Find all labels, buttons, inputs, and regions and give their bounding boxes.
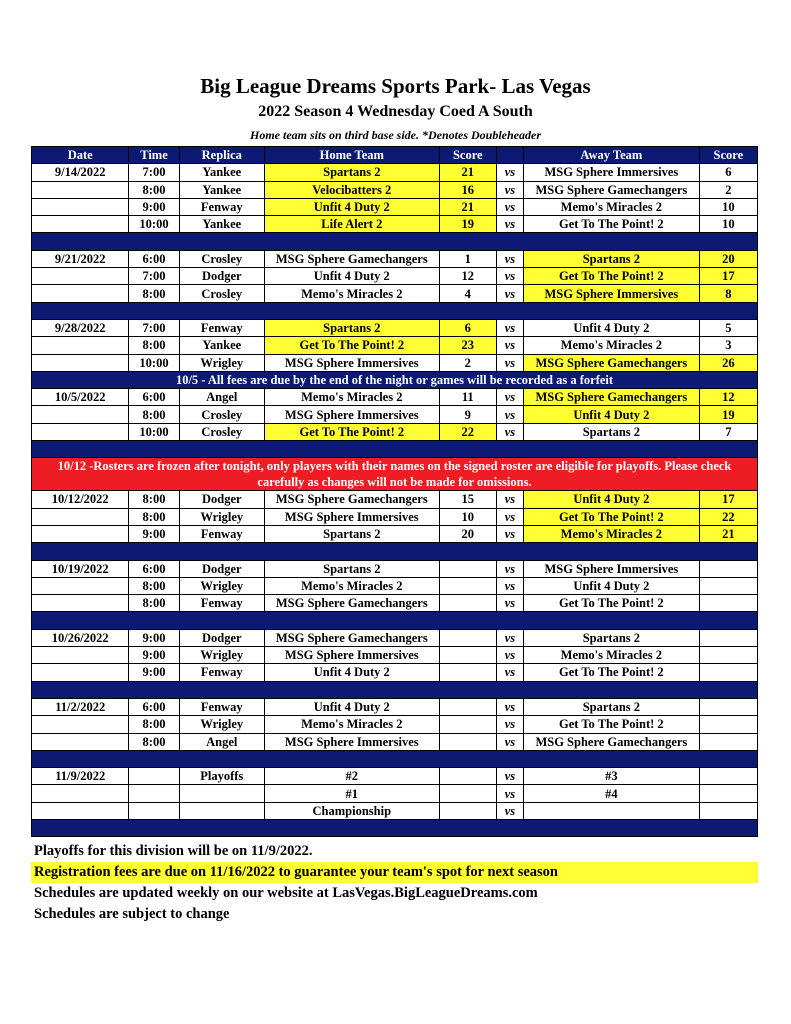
- game-field: Dodger: [179, 560, 264, 577]
- game-time: 7:00: [129, 268, 179, 285]
- away-team: MSG Sphere Immersives: [524, 560, 700, 577]
- home-score: 9: [439, 406, 496, 423]
- game-time: 6:00: [129, 389, 179, 406]
- game-row: [32, 319, 758, 336]
- vs-label: vs: [496, 250, 523, 267]
- vs-label: vs: [496, 354, 523, 371]
- vs-label: vs: [496, 198, 523, 215]
- vs-label: vs: [496, 423, 523, 440]
- vs-label: vs: [496, 216, 523, 233]
- home-score: [439, 785, 496, 802]
- away-team: Get To The Point! 2: [524, 508, 700, 525]
- table-header-row: [32, 147, 758, 164]
- game-field: Angel: [179, 389, 264, 406]
- home-team: Memo's Miracles 2: [264, 716, 439, 733]
- away-team: [524, 802, 700, 819]
- away-team: Get To The Point! 2: [524, 268, 700, 285]
- game-time: 6:00: [129, 698, 179, 715]
- header-away-score: Score: [699, 147, 757, 164]
- home-score: 16: [439, 181, 496, 198]
- vs-label: vs: [496, 647, 523, 664]
- vs-label: vs: [496, 802, 523, 819]
- game-date: [32, 733, 129, 750]
- game-date: [32, 664, 129, 681]
- away-team: Memo's Miracles 2: [524, 647, 700, 664]
- vs-label: vs: [496, 560, 523, 577]
- game-field: Fenway: [179, 525, 264, 542]
- away-team: MSG Sphere Gamechangers: [524, 354, 700, 371]
- game-time: 8:00: [129, 181, 179, 198]
- home-team: Velocibatters 2: [264, 181, 439, 198]
- away-score: 12: [699, 389, 757, 406]
- game-row: [32, 560, 758, 577]
- away-team: Spartans 2: [524, 423, 700, 440]
- game-field: [179, 802, 264, 819]
- away-score: 22: [699, 508, 757, 525]
- away-team: Memo's Miracles 2: [524, 525, 700, 542]
- away-score: 26: [699, 354, 757, 371]
- game-time: 10:00: [129, 216, 179, 233]
- game-row: [32, 698, 758, 715]
- game-date: 9/21/2022: [32, 250, 129, 267]
- home-score: [439, 577, 496, 594]
- game-date: [32, 406, 129, 423]
- home-team: Get To The Point! 2: [264, 423, 439, 440]
- page-title: Big League Dreams Sports Park- Las Vegas: [200, 74, 591, 98]
- game-date: [32, 337, 129, 354]
- home-score: [439, 716, 496, 733]
- away-team: Spartans 2: [524, 698, 700, 715]
- game-field: Yankee: [179, 337, 264, 354]
- vs-label: vs: [496, 181, 523, 198]
- away-score: [699, 560, 757, 577]
- home-score: 21: [439, 164, 496, 181]
- fees-notice: [32, 371, 758, 388]
- game-time: 6:00: [129, 250, 179, 267]
- notice-text: 10/5 - All fees are due by the end of the night or games will be recorded as a forfeit: [32, 371, 758, 388]
- game-field: Dodger: [179, 491, 264, 508]
- game-date: 10/5/2022: [32, 389, 129, 406]
- separator-cell: [32, 681, 758, 698]
- home-score: 19: [439, 216, 496, 233]
- game-date: 10/12/2022: [32, 491, 129, 508]
- game-date: [32, 647, 129, 664]
- away-score: 17: [699, 491, 757, 508]
- game-date: 11/2/2022: [32, 698, 129, 715]
- game-field: Yankee: [179, 216, 264, 233]
- away-team: MSG Sphere Gamechangers: [524, 389, 700, 406]
- game-field: Fenway: [179, 319, 264, 336]
- game-time: 10:00: [129, 423, 179, 440]
- changes-note: Schedules are subject to change: [34, 906, 230, 922]
- week-separator: [32, 302, 758, 319]
- home-team: MSG Sphere Immersives: [264, 647, 439, 664]
- game-row: [32, 337, 758, 354]
- home-team: MSG Sphere Immersives: [264, 508, 439, 525]
- vs-label: vs: [496, 491, 523, 508]
- header-home-team: Home Team: [264, 147, 439, 164]
- home-score: 23: [439, 337, 496, 354]
- website-note: Schedules are updated weekly on our website at LasVegas.BigLeagueDreams.com: [34, 885, 538, 901]
- away-score: [699, 698, 757, 715]
- week-separator: [32, 441, 758, 458]
- week-separator: [32, 750, 758, 767]
- game-date: [32, 268, 129, 285]
- game-row: [32, 716, 758, 733]
- away-team: MSG Sphere Immersives: [524, 285, 700, 302]
- away-score: [699, 595, 757, 612]
- vs-label: vs: [496, 595, 523, 612]
- away-score: [699, 647, 757, 664]
- game-date: [32, 716, 129, 733]
- game-field: Wrigley: [179, 716, 264, 733]
- home-team: #1: [264, 785, 439, 802]
- game-date: [32, 785, 129, 802]
- week-separator: [32, 543, 758, 560]
- home-score: 6: [439, 319, 496, 336]
- game-time: 8:00: [129, 406, 179, 423]
- away-score: [699, 716, 757, 733]
- home-team: MSG Sphere Immersives: [264, 733, 439, 750]
- home-score: 12: [439, 268, 496, 285]
- game-field: Angel: [179, 733, 264, 750]
- away-team: Memo's Miracles 2: [524, 198, 700, 215]
- game-row: [32, 268, 758, 285]
- home-team: Memo's Miracles 2: [264, 577, 439, 594]
- vs-label: vs: [496, 698, 523, 715]
- roster-freeze-notice: [32, 458, 758, 491]
- separator-cell: [32, 612, 758, 629]
- schedule-body: [32, 164, 758, 837]
- away-score: 5: [699, 319, 757, 336]
- vs-label: vs: [496, 664, 523, 681]
- away-score: 10: [699, 198, 757, 215]
- away-team: Get To The Point! 2: [524, 716, 700, 733]
- vs-label: vs: [496, 285, 523, 302]
- header-home-score: Score: [439, 147, 496, 164]
- game-field: Dodger: [179, 629, 264, 646]
- home-team: Life Alert 2: [264, 216, 439, 233]
- separator-cell: [32, 543, 758, 560]
- home-score: [439, 560, 496, 577]
- away-team: Get To The Point! 2: [524, 595, 700, 612]
- game-row: [32, 595, 758, 612]
- vs-label: vs: [496, 716, 523, 733]
- game-date: 10/26/2022: [32, 629, 129, 646]
- notice-text: 10/12 -Rosters are frozen after tonight, only players with their names on the signed roster are eligible for playoffs. Please check carefully as changes will not be made for omissions.: [32, 458, 758, 491]
- home-team: Unfit 4 Duty 2: [264, 664, 439, 681]
- game-field: Yankee: [179, 181, 264, 198]
- vs-label: vs: [496, 785, 523, 802]
- away-score: [699, 785, 757, 802]
- home-score: 1: [439, 250, 496, 267]
- game-time: 7:00: [129, 164, 179, 181]
- vs-label: vs: [496, 768, 523, 785]
- game-time: 9:00: [129, 629, 179, 646]
- playoffs-note: Playoffs for this division will be on 11/9/2022.: [34, 843, 313, 859]
- game-date: 9/28/2022: [32, 319, 129, 336]
- game-time: [129, 785, 179, 802]
- game-field: Wrigley: [179, 354, 264, 371]
- game-field: [179, 785, 264, 802]
- away-score: [699, 577, 757, 594]
- game-time: 8:00: [129, 733, 179, 750]
- game-row: [32, 406, 758, 423]
- home-team: Unfit 4 Duty 2: [264, 198, 439, 215]
- home-score: 21: [439, 198, 496, 215]
- game-field: Fenway: [179, 198, 264, 215]
- game-date: [32, 181, 129, 198]
- game-row: [32, 647, 758, 664]
- separator-cell: [32, 819, 758, 836]
- game-row: [32, 164, 758, 181]
- home-team: MSG Sphere Immersives: [264, 354, 439, 371]
- vs-label: vs: [496, 337, 523, 354]
- game-field: Wrigley: [179, 577, 264, 594]
- game-time: 8:00: [129, 595, 179, 612]
- game-date: [32, 423, 129, 440]
- vs-label: vs: [496, 406, 523, 423]
- away-score: 21: [699, 525, 757, 542]
- away-team: Unfit 4 Duty 2: [524, 319, 700, 336]
- home-team: Spartans 2: [264, 560, 439, 577]
- home-team: Memo's Miracles 2: [264, 389, 439, 406]
- game-field: Fenway: [179, 664, 264, 681]
- game-time: 7:00: [129, 319, 179, 336]
- away-score: 3: [699, 337, 757, 354]
- registration-note: Registration fees are due on 11/16/2022 to guarantee your team's spot for next season: [31, 862, 758, 883]
- game-row: [32, 577, 758, 594]
- home-score: [439, 698, 496, 715]
- vs-label: vs: [496, 629, 523, 646]
- away-team: Unfit 4 Duty 2: [524, 491, 700, 508]
- game-field: Wrigley: [179, 647, 264, 664]
- away-team: MSG Sphere Immersives: [524, 164, 700, 181]
- header-vs: [496, 147, 523, 164]
- home-team: Get To The Point! 2: [264, 337, 439, 354]
- vs-label: vs: [496, 319, 523, 336]
- home-team: Spartans 2: [264, 319, 439, 336]
- home-score: [439, 629, 496, 646]
- week-separator: [32, 612, 758, 629]
- away-team: Spartans 2: [524, 250, 700, 267]
- game-date: [32, 577, 129, 594]
- home-team: Championship: [264, 802, 439, 819]
- game-field: Wrigley: [179, 508, 264, 525]
- game-row: [32, 768, 758, 785]
- home-team: MSG Sphere Gamechangers: [264, 491, 439, 508]
- game-time: [129, 768, 179, 785]
- game-row: [32, 216, 758, 233]
- vs-label: vs: [496, 525, 523, 542]
- game-date: [32, 802, 129, 819]
- away-score: 2: [699, 181, 757, 198]
- game-time: 6:00: [129, 560, 179, 577]
- away-team: MSG Sphere Gamechangers: [524, 181, 700, 198]
- separator-cell: [32, 441, 758, 458]
- game-date: 11/9/2022: [32, 768, 129, 785]
- game-time: 8:00: [129, 337, 179, 354]
- home-score: [439, 595, 496, 612]
- away-team: Get To The Point! 2: [524, 664, 700, 681]
- game-row: [32, 198, 758, 215]
- game-time: 8:00: [129, 491, 179, 508]
- away-score: 17: [699, 268, 757, 285]
- vs-label: vs: [496, 733, 523, 750]
- home-team: #2: [264, 768, 439, 785]
- game-time: 9:00: [129, 525, 179, 542]
- game-row: [32, 389, 758, 406]
- home-score: 20: [439, 525, 496, 542]
- away-score: [699, 733, 757, 750]
- game-time: 9:00: [129, 647, 179, 664]
- home-score: 2: [439, 354, 496, 371]
- game-time: 8:00: [129, 716, 179, 733]
- vs-label: vs: [496, 268, 523, 285]
- game-time: 8:00: [129, 508, 179, 525]
- away-team: Spartans 2: [524, 629, 700, 646]
- away-team: Unfit 4 Duty 2: [524, 406, 700, 423]
- game-date: [32, 216, 129, 233]
- away-score: [699, 802, 757, 819]
- game-row: [32, 423, 758, 440]
- home-team-note: Home team sits on third base side. *Denotes Doubleheader: [250, 128, 541, 142]
- game-row: [32, 785, 758, 802]
- header-away-team: Away Team: [524, 147, 700, 164]
- game-date: [32, 354, 129, 371]
- game-time: 9:00: [129, 664, 179, 681]
- game-field: Playoffs: [179, 768, 264, 785]
- page-subtitle: 2022 Season 4 Wednesday Coed A South: [258, 103, 533, 120]
- away-score: 20: [699, 250, 757, 267]
- home-score: [439, 802, 496, 819]
- away-team: Memo's Miracles 2: [524, 337, 700, 354]
- game-row: [32, 525, 758, 542]
- home-score: 4: [439, 285, 496, 302]
- game-date: 10/19/2022: [32, 560, 129, 577]
- game-field: Crosley: [179, 250, 264, 267]
- game-field: Yankee: [179, 164, 264, 181]
- week-separator: [32, 819, 758, 836]
- game-row: [32, 802, 758, 819]
- away-team: #3: [524, 768, 700, 785]
- away-team: Unfit 4 Duty 2: [524, 577, 700, 594]
- vs-label: vs: [496, 508, 523, 525]
- week-separator: [32, 681, 758, 698]
- week-separator: [32, 233, 758, 250]
- away-team: Get To The Point! 2: [524, 216, 700, 233]
- home-team: MSG Sphere Gamechangers: [264, 629, 439, 646]
- header-time: Time: [129, 147, 179, 164]
- game-field: Dodger: [179, 268, 264, 285]
- game-time: [129, 802, 179, 819]
- separator-cell: [32, 233, 758, 250]
- away-score: [699, 629, 757, 646]
- home-score: [439, 733, 496, 750]
- game-field: Fenway: [179, 698, 264, 715]
- home-team: Memo's Miracles 2: [264, 285, 439, 302]
- game-row: [32, 181, 758, 198]
- schedule-table: [31, 146, 758, 837]
- game-date: [32, 198, 129, 215]
- separator-cell: [32, 750, 758, 767]
- header-date: Date: [32, 147, 129, 164]
- game-date: 9/14/2022: [32, 164, 129, 181]
- game-row: [32, 285, 758, 302]
- separator-cell: [32, 302, 758, 319]
- away-score: [699, 768, 757, 785]
- game-row: [32, 733, 758, 750]
- vs-label: vs: [496, 577, 523, 594]
- home-score: 22: [439, 423, 496, 440]
- home-team: Spartans 2: [264, 525, 439, 542]
- game-field: Fenway: [179, 595, 264, 612]
- home-score: 15: [439, 491, 496, 508]
- home-score: 11: [439, 389, 496, 406]
- away-team: #4: [524, 785, 700, 802]
- game-time: 8:00: [129, 577, 179, 594]
- game-time: 10:00: [129, 354, 179, 371]
- home-score: [439, 647, 496, 664]
- game-date: [32, 595, 129, 612]
- home-score: [439, 768, 496, 785]
- home-team: MSG Sphere Gamechangers: [264, 595, 439, 612]
- game-row: [32, 664, 758, 681]
- home-team: Unfit 4 Duty 2: [264, 698, 439, 715]
- away-score: 8: [699, 285, 757, 302]
- away-score: 10: [699, 216, 757, 233]
- game-row: [32, 629, 758, 646]
- away-score: 6: [699, 164, 757, 181]
- away-team: MSG Sphere Gamechangers: [524, 733, 700, 750]
- home-team: MSG Sphere Gamechangers: [264, 250, 439, 267]
- game-field: Crosley: [179, 406, 264, 423]
- away-score: 19: [699, 406, 757, 423]
- header-replica: Replica: [179, 147, 264, 164]
- home-team: MSG Sphere Immersives: [264, 406, 439, 423]
- game-row: [32, 250, 758, 267]
- away-score: 7: [699, 423, 757, 440]
- home-score: 10: [439, 508, 496, 525]
- vs-label: vs: [496, 164, 523, 181]
- game-row: [32, 491, 758, 508]
- home-team: Unfit 4 Duty 2: [264, 268, 439, 285]
- game-time: 8:00: [129, 285, 179, 302]
- home-team: Spartans 2: [264, 164, 439, 181]
- home-score: [439, 664, 496, 681]
- game-date: [32, 285, 129, 302]
- game-date: [32, 525, 129, 542]
- game-field: Crosley: [179, 423, 264, 440]
- game-row: [32, 508, 758, 525]
- vs-label: vs: [496, 389, 523, 406]
- game-field: Crosley: [179, 285, 264, 302]
- away-score: [699, 664, 757, 681]
- game-time: 9:00: [129, 198, 179, 215]
- game-date: [32, 508, 129, 525]
- game-row: [32, 354, 758, 371]
